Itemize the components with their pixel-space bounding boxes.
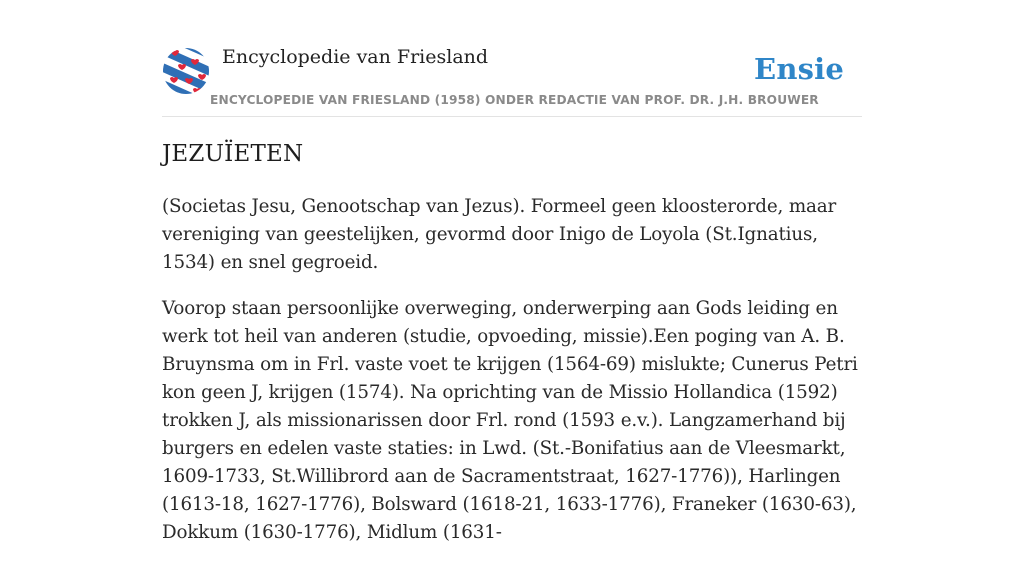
article-paragraph: Voorop staan persoonlijke overweging, onderwerping aan Gods leiding en werk tot heil van anderen (studie, opvoeding, missie).Een poging van A. B. Bruynsma om in Frl. vaste voet te krijgen (1564-69) mislukte; Cunerus Petri kon geen J, krijgen (1574). Na oprichting van de Missio Hollandica (1592) trokken J, als missionarissen door Frl. rond (1593 e.v.). Langzamerhand bij burgers en edelen vaste staties: in Lwd. (St.-Bonifatius aan de Vleesmarkt, 1609-1733, St.Willibrord aan de Sacramentstraat, 1627-1776)), Harlingen (1613-18, 1627-1776), Bolsward (1618-21, 1633-1776), Franeker (1630-63), Dokkum (1630-1776), Midlum (1631- xyxy=(162,298,858,543)
article xyxy=(162,138,862,565)
site-subtitle: ENCYCLOPEDIE VAN FRIESLAND (1958) ONDER REDACTIE VAN PROF. DR. J.H. BROUWER xyxy=(210,93,819,107)
site-header xyxy=(162,44,862,117)
brand-logo-text[interactable]: Ensie xyxy=(754,52,844,86)
frisian-flag-icon[interactable] xyxy=(162,48,210,94)
article-title: JEZUÏETEN xyxy=(162,141,304,167)
site-title[interactable]: Encyclopedie van Friesland xyxy=(222,46,489,68)
article-paragraph: (Societas Jesu, Genootschap van Jezus). Formeel geen kloosterorde, maar vereniging van geestelijken, gevormd door Inigo de Loyola (St.Ignatius, 1534) en snel gegroeid. xyxy=(162,196,837,273)
